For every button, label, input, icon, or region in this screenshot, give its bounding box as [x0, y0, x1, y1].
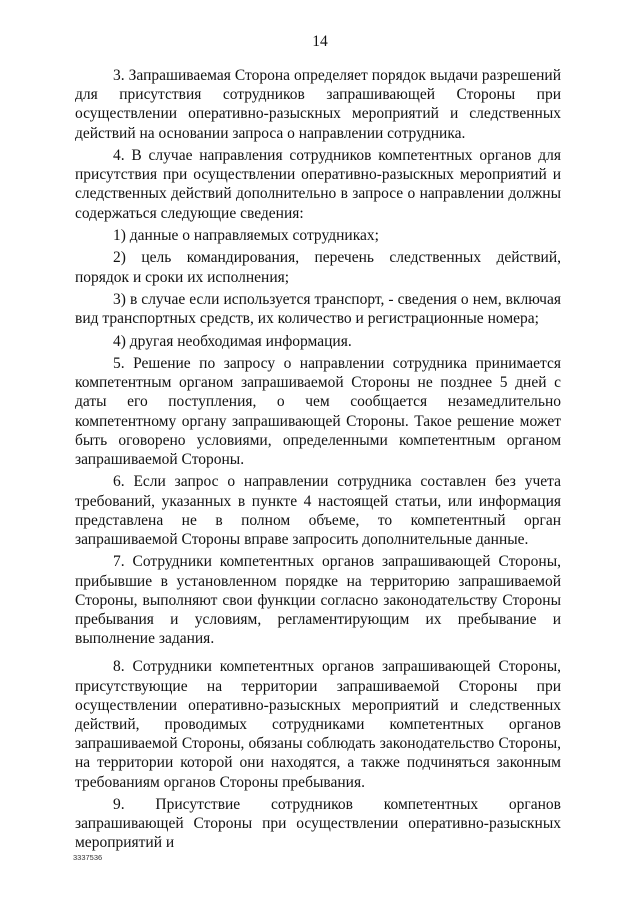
paragraph-4: 4. В случае направления сотрудников компетентных органов для присутствия при осуществлении оперативно-разыскных мероприятий и следственных действий дополнительно в запросе о направлении должны содержаться следующие сведения:: [75, 147, 561, 222]
paragraph-5: 5. Решение по запросу о направлении сотрудника принимается компетентным органом запрашиваемой Стороны не позднее 5 дней с даты его поступления, о чем сообщается незамедлительно компетентному органу запрашивающей Стороны. Такое решение может быть оговорено условиями, определенными компетентным органом запрашиваемой Стороны.: [75, 354, 561, 468]
list-item-1: 1) данные о направляемых сотрудниках;: [113, 227, 379, 244]
document-body: [75, 66, 561, 856]
page-number: 14: [312, 33, 328, 50]
list-item-4: 4) другая необходимая информация.: [113, 332, 352, 350]
paragraph-6: 6. Если запрос о направлении сотрудника составлен без учета требований, указанных в пункте 4 настоящей статьи, или информация представлена не в полном объеме, то компетентный орган запрашиваемой Стороны вправе запросить дополнительные данные.: [75, 473, 561, 548]
paragraph-9: 9. Присутствие сотрудников компетентных органов запрашивающей Стороны при осуществлении оперативно-разыскных мероприятий и: [75, 796, 561, 852]
paragraph-8: 8. Сотрудники компетентных органов запрашивающей Стороны, присутствующие на территории запрашиваемой Стороны при осуществлении оперативно-разыскных мероприятий и следственных действий, проводимых сотрудниками компетентных органов запрашиваемой Стороны, обязаны соблюдать законодательство Стороны, на территории которой они находятся, а также подчиняться законным требованиям органов Стороны пребывания.: [75, 658, 561, 791]
paragraph-3: 3. Запрашиваемая Сторона определяет порядок выдачи разрешений для присутствия сотрудников запрашивающей Стороны при осуществлении оперативно-разыскных мероприятий и следственных действий на основании запроса о направлении сотрудника.: [75, 67, 561, 142]
list-item-3: 3) в случае если используется транспорт, - сведения о нем, включая вид транспортных средств, их количество и регистрационные номера;: [75, 290, 561, 328]
list-item-2: 2) цель командирования, перечень следственных действий, порядок и сроки их исполнения;: [75, 249, 561, 286]
footer-document-code: 3337536: [73, 853, 103, 862]
paragraph-7: 7. Сотрудники компетентных органов запрашивающей Стороны, прибывшие в установленном порядке на территорию запрашиваемой Стороны, выполняют свои функции согласно законодательству Стороны пребывания и условиям, регламентирующим их пребывание и выполнение задания.: [75, 553, 561, 648]
